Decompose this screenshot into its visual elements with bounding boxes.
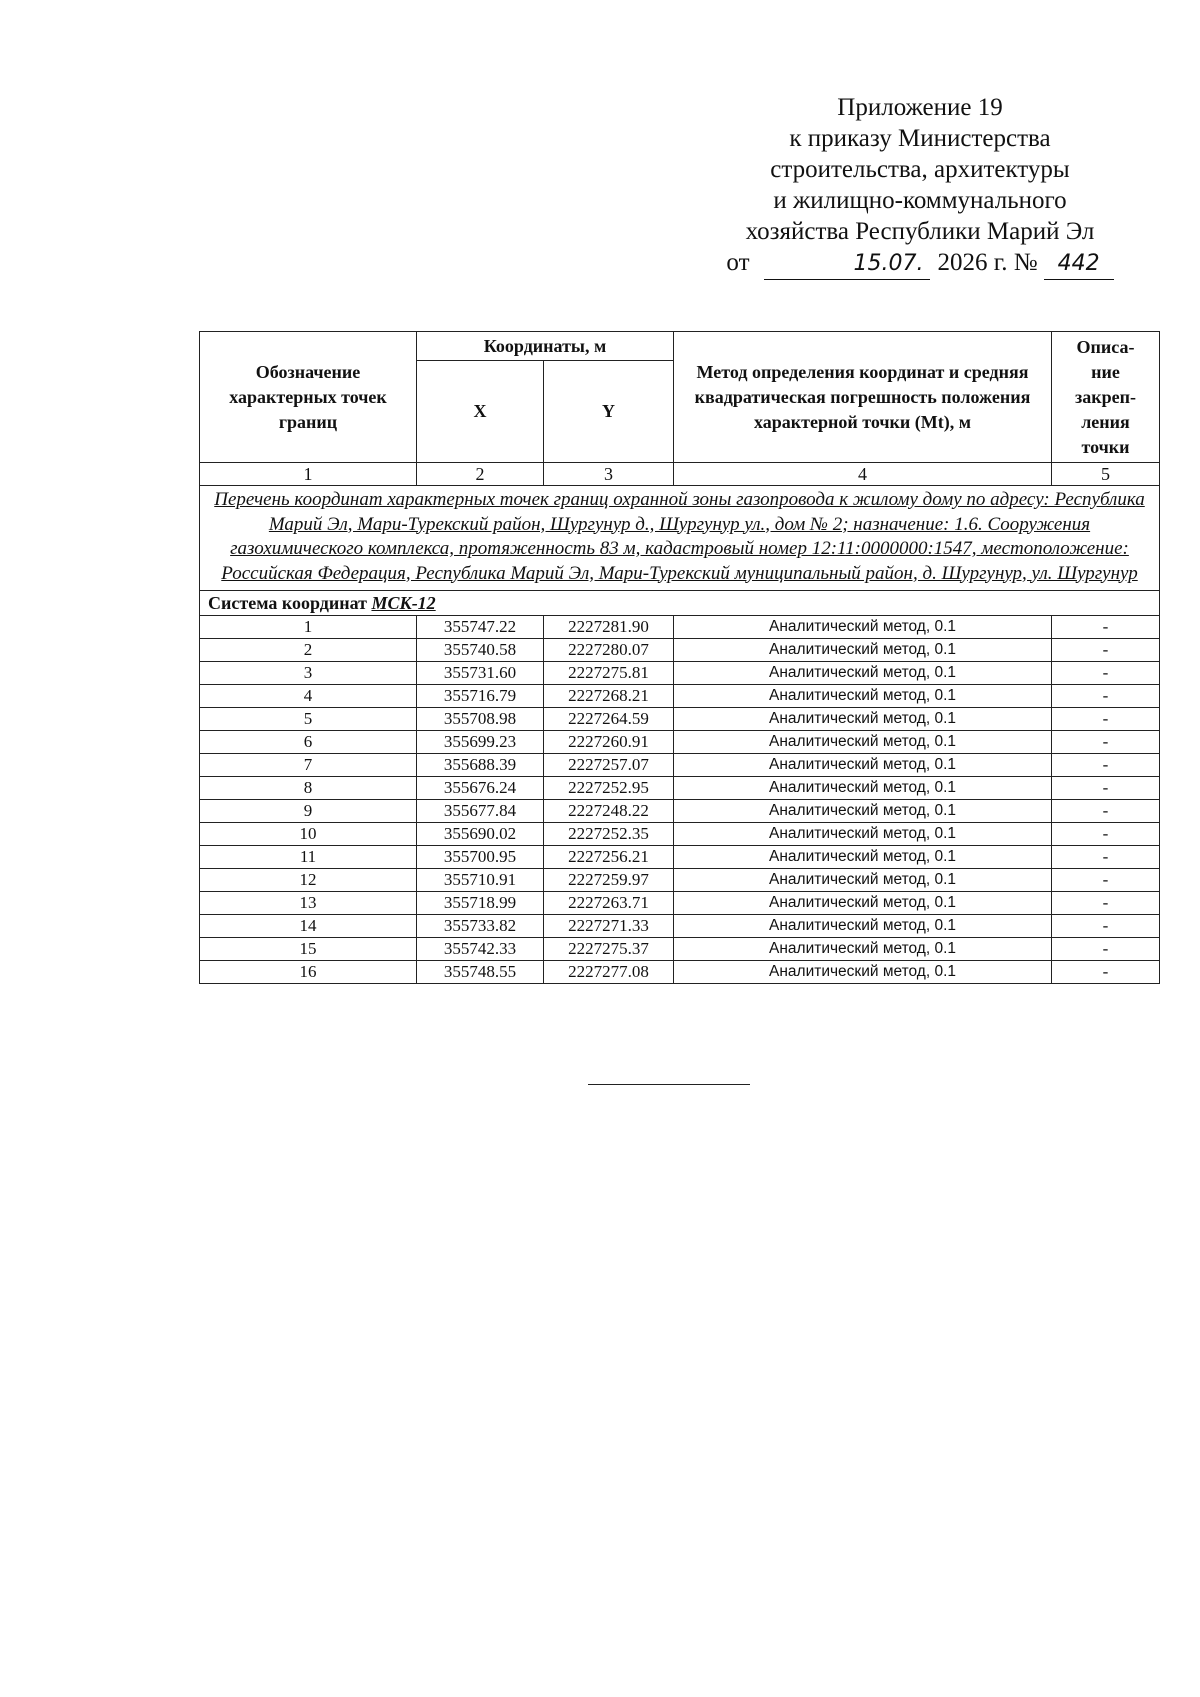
table-caption-section bbox=[200, 486, 1160, 616]
cell-method: Аналитический метод, 0.1 bbox=[674, 846, 1052, 869]
header-description: Описа-ние закреп-ления точки bbox=[1052, 332, 1160, 463]
cell-y: 2227268.21 bbox=[544, 685, 674, 708]
cell-y: 2227256.21 bbox=[544, 846, 674, 869]
cell-y: 2227275.37 bbox=[544, 938, 674, 961]
cell-x: 355718.99 bbox=[417, 892, 544, 915]
cell-y: 2227280.07 bbox=[544, 639, 674, 662]
cell-method: Аналитический метод, 0.1 bbox=[674, 754, 1052, 777]
table-row bbox=[200, 892, 1160, 915]
cell-point: 14 bbox=[200, 915, 417, 938]
table-row bbox=[200, 708, 1160, 731]
coordinates-table bbox=[199, 331, 1160, 984]
date-prefix: от bbox=[726, 249, 750, 276]
header-x: X bbox=[417, 361, 544, 463]
header-point: Обозначение характерных точек границ bbox=[200, 332, 417, 463]
cell-description: - bbox=[1052, 662, 1160, 685]
cell-method: Аналитический метод, 0.1 bbox=[674, 616, 1052, 639]
cell-x: 355733.82 bbox=[417, 915, 544, 938]
cell-method: Аналитический метод, 0.1 bbox=[674, 685, 1052, 708]
table-row bbox=[200, 662, 1160, 685]
cell-point: 1 bbox=[200, 616, 417, 639]
cell-method: Аналитический метод, 0.1 bbox=[674, 938, 1052, 961]
cell-y: 2227263.71 bbox=[544, 892, 674, 915]
cell-x: 355747.22 bbox=[417, 616, 544, 639]
cell-description: - bbox=[1052, 915, 1160, 938]
cell-y: 2227252.35 bbox=[544, 823, 674, 846]
cell-point: 8 bbox=[200, 777, 417, 800]
cell-description: - bbox=[1052, 846, 1160, 869]
coordinate-system-value: МСК-12 bbox=[371, 592, 436, 613]
cell-y: 2227275.81 bbox=[544, 662, 674, 685]
cell-x: 355710.91 bbox=[417, 869, 544, 892]
cell-y: 2227277.08 bbox=[544, 961, 674, 984]
cell-y: 2227271.33 bbox=[544, 915, 674, 938]
cell-description: - bbox=[1052, 869, 1160, 892]
table-row bbox=[200, 777, 1160, 800]
cell-method: Аналитический метод, 0.1 bbox=[674, 731, 1052, 754]
order-date: 15.07. bbox=[764, 248, 930, 280]
cell-point: 7 bbox=[200, 754, 417, 777]
cell-x: 355748.55 bbox=[417, 961, 544, 984]
table-row bbox=[200, 616, 1160, 639]
cell-point: 9 bbox=[200, 800, 417, 823]
column-number: 4 bbox=[674, 463, 1052, 486]
cell-x: 355742.33 bbox=[417, 938, 544, 961]
header-method: Метод определения координат и средняя квадратическая погрешность положения характерной точки (Mt), м bbox=[674, 332, 1052, 463]
column-number: 2 bbox=[417, 463, 544, 486]
column-number: 1 bbox=[200, 463, 417, 486]
appendix-date-line bbox=[690, 247, 1150, 280]
cell-point: 4 bbox=[200, 685, 417, 708]
cell-x: 355688.39 bbox=[417, 754, 544, 777]
cell-x: 355690.02 bbox=[417, 823, 544, 846]
cell-y: 2227248.22 bbox=[544, 800, 674, 823]
appendix-title: Приложение 19 bbox=[837, 94, 1003, 121]
cell-description: - bbox=[1052, 938, 1160, 961]
order-year-label: 2026 г. № bbox=[937, 249, 1038, 276]
cell-description: - bbox=[1052, 961, 1160, 984]
cell-x: 355700.95 bbox=[417, 846, 544, 869]
cell-description: - bbox=[1052, 685, 1160, 708]
table-row bbox=[200, 731, 1160, 754]
table-body bbox=[200, 616, 1160, 984]
end-divider bbox=[588, 1084, 750, 1085]
cell-y: 2227264.59 bbox=[544, 708, 674, 731]
cell-y: 2227281.90 bbox=[544, 616, 674, 639]
table-row bbox=[200, 938, 1160, 961]
cell-x: 355677.84 bbox=[417, 800, 544, 823]
table-row bbox=[200, 685, 1160, 708]
cell-y: 2227252.95 bbox=[544, 777, 674, 800]
cell-point: 15 bbox=[200, 938, 417, 961]
cell-description: - bbox=[1052, 823, 1160, 846]
cell-x: 355708.98 bbox=[417, 708, 544, 731]
header-coordinates: Координаты, м bbox=[417, 332, 674, 361]
table-row bbox=[200, 915, 1160, 938]
cell-method: Аналитический метод, 0.1 bbox=[674, 639, 1052, 662]
table-row bbox=[200, 961, 1160, 984]
cell-y: 2227259.97 bbox=[544, 869, 674, 892]
cell-description: - bbox=[1052, 892, 1160, 915]
appendix-block bbox=[690, 92, 1150, 280]
cell-method: Аналитический метод, 0.1 bbox=[674, 915, 1052, 938]
table-row bbox=[200, 800, 1160, 823]
order-number: 442 bbox=[1044, 248, 1114, 280]
cell-point: 2 bbox=[200, 639, 417, 662]
column-number: 5 bbox=[1052, 463, 1160, 486]
header-y: Y bbox=[544, 361, 674, 463]
cell-point: 13 bbox=[200, 892, 417, 915]
cell-description: - bbox=[1052, 800, 1160, 823]
appendix-line-5: хозяйства Республики Марий Эл bbox=[745, 218, 1095, 245]
cell-point: 16 bbox=[200, 961, 417, 984]
cell-description: - bbox=[1052, 639, 1160, 662]
cell-description: - bbox=[1052, 731, 1160, 754]
cell-y: 2227260.91 bbox=[544, 731, 674, 754]
appendix-line-2: к приказу Министерства bbox=[789, 125, 1051, 152]
cell-method: Аналитический метод, 0.1 bbox=[674, 777, 1052, 800]
coordinate-system-label: Система координат bbox=[208, 592, 367, 613]
column-numbers-row bbox=[200, 463, 1160, 486]
cell-description: - bbox=[1052, 754, 1160, 777]
cell-method: Аналитический метод, 0.1 bbox=[674, 708, 1052, 731]
cell-description: - bbox=[1052, 777, 1160, 800]
appendix-line-4: и жилищно-коммунального bbox=[773, 187, 1067, 214]
column-number: 3 bbox=[544, 463, 674, 486]
table-row bbox=[200, 823, 1160, 846]
cell-method: Аналитический метод, 0.1 bbox=[674, 823, 1052, 846]
cell-point: 3 bbox=[200, 662, 417, 685]
cell-description: - bbox=[1052, 616, 1160, 639]
cell-point: 11 bbox=[200, 846, 417, 869]
cell-point: 12 bbox=[200, 869, 417, 892]
table-row bbox=[200, 869, 1160, 892]
table-header bbox=[200, 332, 1160, 486]
cell-point: 10 bbox=[200, 823, 417, 846]
cell-x: 355740.58 bbox=[417, 639, 544, 662]
table-row bbox=[200, 754, 1160, 777]
cell-method: Аналитический метод, 0.1 bbox=[674, 869, 1052, 892]
cell-point: 6 bbox=[200, 731, 417, 754]
table-row bbox=[200, 639, 1160, 662]
cell-x: 355699.23 bbox=[417, 731, 544, 754]
appendix-line-3: строительства, архитектуры bbox=[770, 156, 1070, 183]
cell-method: Аналитический метод, 0.1 bbox=[674, 662, 1052, 685]
cell-method: Аналитический метод, 0.1 bbox=[674, 800, 1052, 823]
table-row bbox=[200, 846, 1160, 869]
cell-x: 355731.60 bbox=[417, 662, 544, 685]
cell-y: 2227257.07 bbox=[544, 754, 674, 777]
cell-description: - bbox=[1052, 708, 1160, 731]
cell-x: 355716.79 bbox=[417, 685, 544, 708]
table-caption: Перечень координат характерных точек границ охранной зоны газопровода к жилому дому по адресу: Республика Марий Эл, Мари-Турекский район, Шургунур д., Шургунур ул., дом № 2; назначение: 1.6. Сооружения газохимического комплекса, протяженность 83 м, кадастровый номер 12:11:0000000:1547, местоположение: Российская Федерация, Республика Марий Эл, Мари-Турекский муниципальный район, д. Шургунур, ул. Шургунур bbox=[200, 486, 1160, 591]
cell-method: Аналитический метод, 0.1 bbox=[674, 892, 1052, 915]
coordinate-system bbox=[200, 591, 1160, 616]
cell-point: 5 bbox=[200, 708, 417, 731]
cell-method: Аналитический метод, 0.1 bbox=[674, 961, 1052, 984]
cell-x: 355676.24 bbox=[417, 777, 544, 800]
